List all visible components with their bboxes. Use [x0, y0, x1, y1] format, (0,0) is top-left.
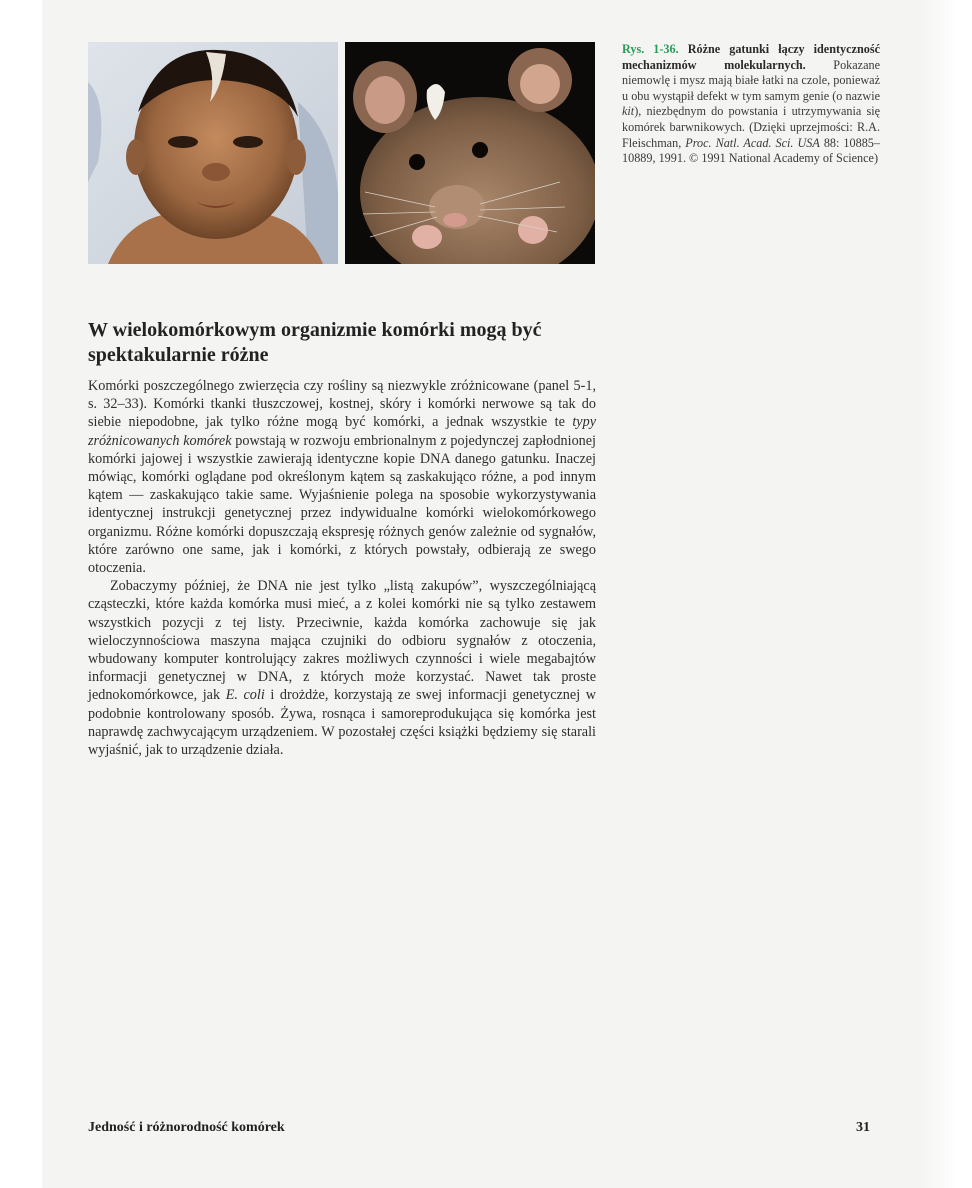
paragraph-2 — [88, 577, 596, 759]
page-number: 31 — [856, 1120, 870, 1135]
caption-text-c: 88: 10885–10889, 1991. © 1991 National Academy of Science) — [622, 135, 880, 166]
figure-caption — [622, 42, 880, 167]
paragraph-1-emphasis: typy zróżnicowanych komórek — [88, 414, 596, 449]
section-body — [88, 377, 596, 759]
paragraph-1 — [88, 377, 596, 577]
paragraph-1-text-a: Komórki poszczególnego zwierzęcia czy rośliny są niezwykle zróżnicowane (panel 5-1, s. 32–33). Komórki tkanki tłuszczowej, kostnej, skóry i komórki nerwowe są tak do siebie niepodobne, jak tylko różne mogą być komórki, a jednak wszystkie te — [88, 378, 596, 431]
caption-text-a: Pokazane niemowlę i mysz mają białe łatki na czole, ponieważ u obu wystąpił defekt w tym samym genie (o nazwie — [622, 57, 881, 103]
scan-margin-right — [920, 0, 972, 1188]
running-footer-title: Jedność i różnorodność komórek — [88, 1120, 285, 1135]
paragraph-2-text-b: i drożdże, korzystają ze swej informacji genetycznej w podobnie kontrolowany sposób. Żywa, rosnąca i samoreprodukująca się komórka jest naprawdę zachwycającym urządzeniem. W pozostałej części książki będziemy się starali wyjaśnić, jak to urządzenie działa. — [88, 687, 596, 759]
caption-journal: Proc. Natl. Acad. Sci. USA — [685, 135, 820, 150]
figure-label: Rys. 1-36. — [622, 42, 679, 56]
caption-text-b: ), niezbędnym do powstania i utrzymywania się komórek barwnikowych. (Dzięki uprzejmości: R.A. Fleischman, — [622, 104, 880, 150]
paragraph-1-text-b: powstają w rozwoju embrionalnym z pojedynczej zapłodnionej komórki jajowej i wszystkie zawierają identyczne kopie DNA danego gatunku. Inaczej mówiąc, komórki oglądane pod określonym kątem są zaskakująco różne, a pod innym kątem — zaskakująco takie same. Wyjaśnienie polega na sposobie wykorzystywania identycznej instrukcji genetycznej przez indywidualne komórki wielokomórkowego organizmu. Różne komórki dopuszczają ekspresję różnych genów zależnie od sygnałów, które zarówno one same, jak i komórki, z których powstały, odbierają ze swego otoczenia. — [88, 432, 596, 577]
figure-title: Różne gatunki łączy identyczność mechanizmów molekularnych. — [622, 42, 880, 72]
paragraph-2-text-a: Zobaczymy później, że DNA nie jest tylko „listą zakupów”, wyszczególniającą cząsteczki, które każda komórka musi mieć, a z kolei komórki nie są tylko zestawem wszystkich pozycji z tej listy. Przeciwnie, każda komórka zachowuje się jak wieloczynnościowa maszyna mająca czujniki do odbioru sygnałów z otoczenia, wbudowany komputer kontrolujący zakres możliwych czynności i wiele megabajtów informacji genetycznej w DNA, z których może korzystać. Nawet tak proste jednokomórkowce, jak — [88, 578, 596, 704]
caption-gene: kit — [622, 104, 635, 119]
paragraph-2-emphasis: E. coli — [225, 687, 265, 704]
scan-margin-left — [0, 0, 42, 1188]
section-heading: W wielokomórkowym organizmie komórki mogą być spektakularnie różne — [88, 319, 542, 366]
mouse-photo — [345, 42, 595, 264]
baby-photo — [88, 42, 338, 264]
